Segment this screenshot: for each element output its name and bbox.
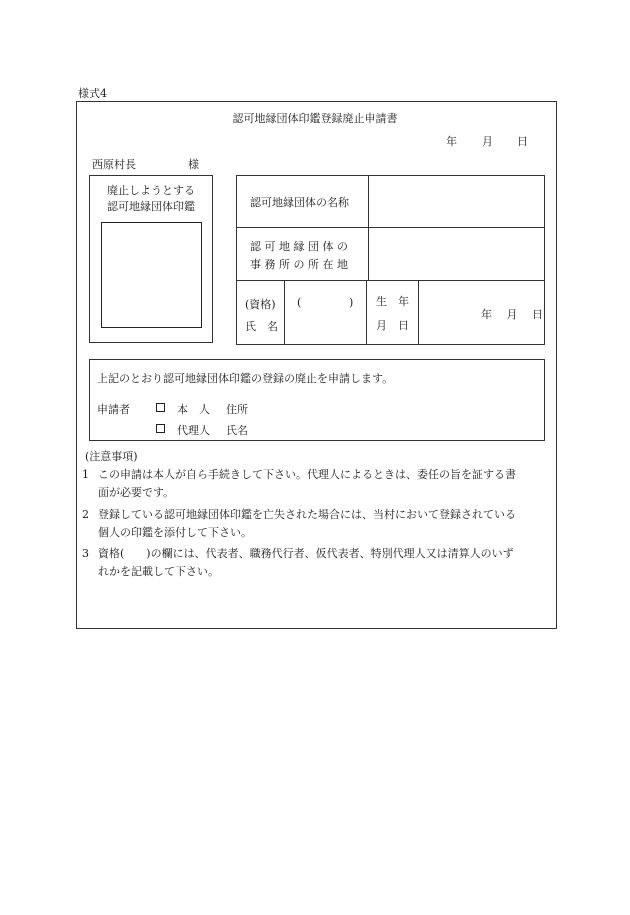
qualification-label: (資格)	[245, 298, 276, 311]
seal-impression-area[interactable]	[101, 222, 202, 328]
office-address-label-line2: 事 務 所 の 所 在 地	[250, 258, 348, 271]
applicant-self-label: 本 人	[177, 403, 210, 416]
representative-name-label: 氏 名	[245, 320, 278, 333]
form-number-label: 様式4	[78, 87, 107, 100]
org-name-field[interactable]	[368, 176, 544, 226]
note-text-line2: 個人の印鑑を添付して下さい。	[98, 526, 252, 539]
org-name-label: 認可地縁団体の名称	[250, 196, 349, 209]
applicant-self-checkbox[interactable]	[156, 403, 165, 412]
date-month-label: 月	[482, 135, 493, 148]
note-text-line2: れかを記載して下さい。	[98, 565, 219, 578]
birth-date-label-line2: 月 日	[376, 319, 409, 332]
addressee-name: 西原村長	[92, 158, 136, 171]
applicant-agent-label: 代理人	[177, 424, 210, 437]
note-text-line1: 資格( )の欄には、代表者、職務代行者、仮代表者、特別代理人又は清算人のいず	[98, 547, 514, 560]
note-number: 3	[82, 547, 89, 560]
note-text-line1: 登録している認可地縁団体印鑑を亡失された場合には、当村において登録されている	[98, 508, 516, 521]
table-col-divider	[366, 280, 367, 345]
birth-date-label-line1: 生 年	[376, 295, 409, 308]
office-address-field[interactable]	[368, 228, 544, 279]
seal-section-title-line1: 廃止しようとする	[107, 184, 195, 197]
office-address-label-line1: 認 可 地 縁 団 体 の	[250, 240, 348, 253]
table-row-divider	[236, 280, 545, 281]
date-day-label: 日	[517, 135, 528, 148]
qualification-paren-open: (	[297, 296, 302, 309]
birth-date-value[interactable]: 年 月 日	[481, 308, 543, 321]
applicant-agent-checkbox[interactable]	[156, 424, 165, 433]
note-text-line2: 面が必要です。	[98, 486, 175, 499]
notes-title: (注意事項)	[85, 450, 138, 463]
applicant-agent-name-label: 氏名	[226, 424, 248, 437]
form-title: 認可地縁団体印鑑登録廃止申請書	[232, 112, 398, 125]
note-item	[82, 506, 552, 542]
date-year-label: 年	[446, 135, 457, 148]
applicant-label: 申請者	[97, 403, 130, 416]
representative-name-field[interactable]	[285, 281, 365, 344]
note-number: 1	[82, 468, 89, 481]
seal-section-title-line2: 認可地縁団体印鑑	[107, 200, 195, 213]
table-col-divider	[418, 280, 419, 345]
note-number: 2	[82, 508, 89, 521]
note-item	[82, 545, 552, 581]
note-item	[82, 466, 552, 502]
note-text-line1: この申請は本人が自ら手続きして下さい。代理人によるときは、委任の旨を証する書	[98, 468, 516, 481]
application-statement-text: 上記のとおり認可地縁団体印鑑の登録の廃止を申請します。	[97, 372, 394, 385]
addressee-honorific: 様	[188, 158, 199, 171]
applicant-self-address-label: 住所	[226, 403, 248, 416]
qualification-paren-close: )	[349, 296, 354, 309]
